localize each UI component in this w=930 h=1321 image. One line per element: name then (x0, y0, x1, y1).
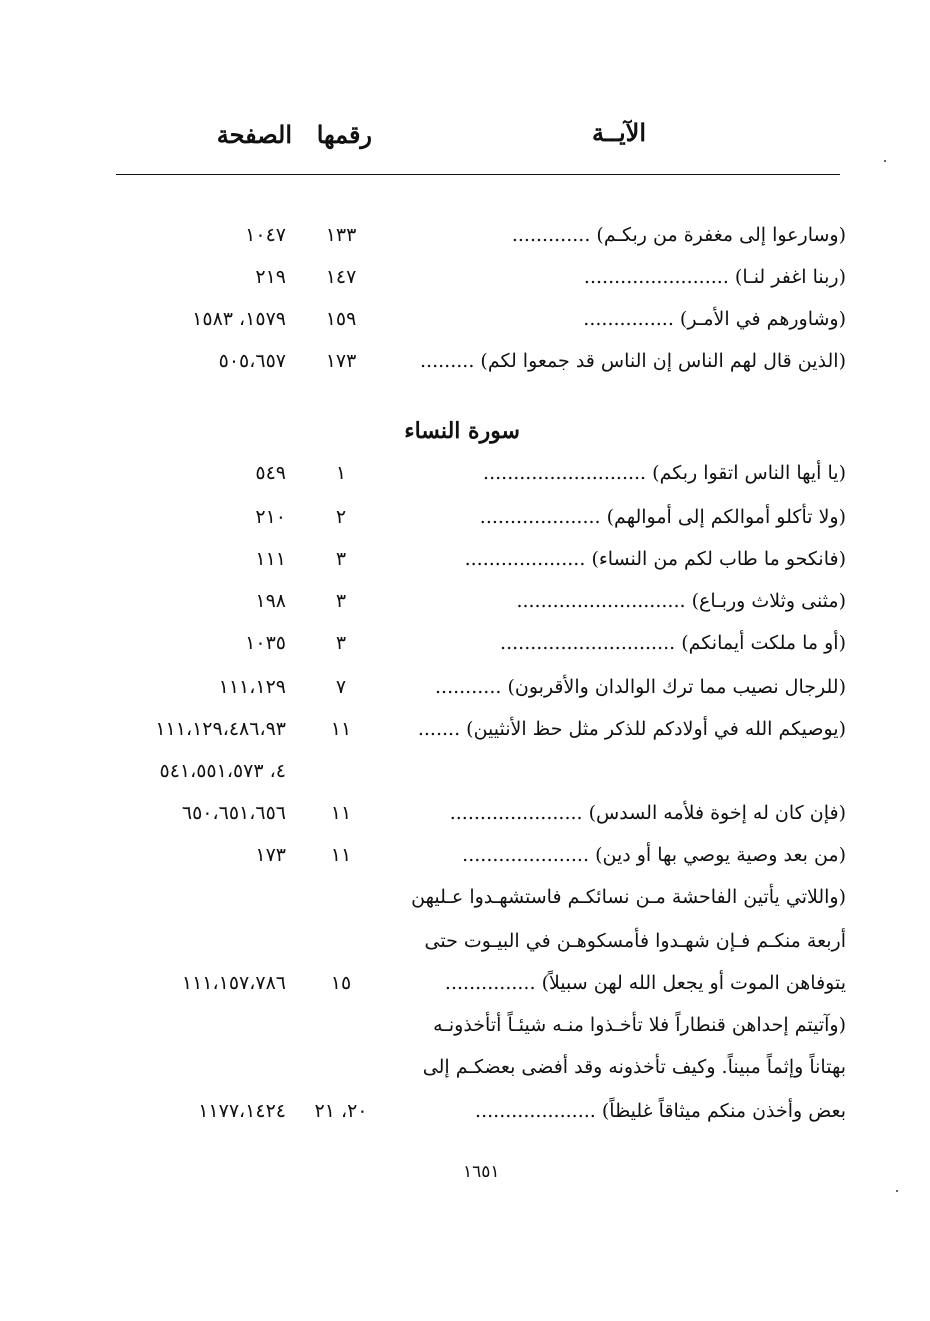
verse-words: بعض وأخذن منكم ميثاقاً غليظاً) (601, 1100, 846, 1122)
page-refs: ١١١ (255, 548, 286, 570)
verse-words: بهتاناً وإثماً مبيناً. وكيف تأخذونه وقد أفضى بعضكـم إلى (422, 1056, 846, 1078)
verse-words: (يوصيكم الله في أولادكم للذكر مثل حظ الأنثيين) (466, 718, 846, 740)
header-verse: الآيــة (592, 118, 646, 147)
verse-text (516, 588, 846, 614)
verse-number: ١٤٧ (325, 266, 357, 288)
leader-dots: ......... (420, 350, 475, 372)
page-refs: ٢١٩ (255, 266, 286, 288)
leader-dots: ............................ (516, 590, 686, 612)
leader-dots: ....... (417, 718, 461, 740)
leader-dots: ...................... (449, 802, 583, 824)
verse-words: (للرجال نصيب مما ترك الوالدان والأقربون) (507, 676, 846, 698)
page-refs: ٢١٠ (255, 506, 286, 528)
verse-words: أربعة منكـم فـإن شهـدوا فأمسكوهـن في البيـوت حتى (424, 930, 846, 952)
verse-text (475, 1098, 846, 1124)
header-page: الصفحة (216, 120, 292, 149)
leader-dots: .................... (475, 1100, 596, 1122)
verse-words: (فانكحو ما طاب لكم من النساء) (591, 548, 846, 570)
verse-text (450, 800, 846, 826)
verse-text (500, 630, 846, 656)
verse-number: ٢ (335, 506, 347, 528)
verse-text (465, 546, 846, 572)
leader-dots: ............... (444, 972, 536, 994)
verse-number: ١١ (330, 844, 352, 866)
verse-words: (مثنى وثلاث وربـاع) (691, 590, 846, 612)
verse-text (462, 842, 846, 868)
verse-number: ٣ (335, 548, 347, 570)
page-refs: ١٧٣ (255, 844, 286, 866)
verse-words: (من بعد وصية يوصي بها أو دين) (595, 844, 846, 866)
verse-words: (الذين قال لهم الناس إن الناس قد جمعوا لكم) (480, 350, 846, 372)
verse-text (512, 222, 846, 248)
verse-words: (ربنا اغفر لنـا) (734, 266, 846, 288)
verse-number: ١ (335, 462, 347, 484)
header-number: رقمها (316, 120, 372, 149)
verse-number: ١٣٣ (325, 224, 357, 246)
verse-words: (فإن كان له إخوة فلأمه السدس) (588, 802, 846, 824)
surah-title: سورة النساء (404, 418, 520, 444)
page-refs: ١١٧٧،١٤٢٤ (198, 1100, 286, 1122)
verse-words: (ولا تأكلو أموالكم إلى أموالهم) (606, 506, 846, 528)
verse-text (418, 716, 846, 742)
leader-dots: ............... (583, 308, 674, 330)
verse-words: (وسارعوا إلى مغفرة من ربكـم) (596, 224, 846, 246)
leader-dots: .................... (464, 548, 586, 570)
leader-dots: ........................ (583, 266, 729, 288)
page-refs: ٦٥٠،٦٥١،٦٥٦ (181, 802, 286, 824)
leader-dots: .................... (479, 506, 601, 528)
verse-number: ١٧٣ (325, 350, 357, 372)
leader-dots: ..................... (462, 844, 590, 866)
verse-text (420, 348, 846, 374)
verse-words: (أو ما ملكت أيمانكم) (681, 632, 846, 654)
verse-number: ١٥٩ (325, 308, 357, 330)
page-refs: ٤، ٥٤١،٥٥١،٥٧٣ (159, 760, 286, 782)
verse-number: ١١ (330, 718, 352, 740)
speck-mark (884, 160, 886, 162)
folio-number: ١٦٥١ (463, 1162, 500, 1182)
page-refs: ١١١،١٥٧،٧٨٦ (181, 972, 286, 994)
page-refs: ١٥٧٩، ١٥٨٣ (192, 308, 286, 330)
verse-text (435, 674, 846, 700)
verse-text (425, 928, 846, 954)
verse-text (411, 884, 846, 910)
verse-words: (يا أيها الناس اتقوا ربكم) (652, 462, 846, 484)
verse-words: (وآتيتم إحداهن قنطاراً فلا تأخـذوا منـه شيئـاً أتأخذونـه (433, 1014, 846, 1036)
page-refs: ٥٠٥،٦٥٧ (218, 350, 286, 372)
verse-words: (وشاورهم في الأمـر) (679, 308, 846, 330)
verse-number: ٢٠، ٢١ (314, 1100, 368, 1122)
page-refs: ١٩٨ (255, 590, 286, 612)
verse-text (445, 970, 846, 996)
leader-dots: ........... (434, 676, 502, 698)
speck-mark (896, 1190, 898, 1192)
verse-number: ١١ (330, 802, 352, 824)
page-refs: ١٠٤٧ (245, 224, 286, 246)
verse-text (584, 264, 846, 290)
leader-dots: ............. (511, 224, 591, 246)
verse-text (433, 1012, 846, 1038)
verse-text (480, 504, 846, 530)
page-refs: ١١١،١٢٩ (218, 676, 286, 698)
leader-dots: ............................. (500, 632, 676, 654)
verse-number: ٣ (335, 590, 347, 612)
verse-words: يتوفاهن الموت أو يجعل الله لهن سبيلاً) (541, 972, 846, 994)
page-refs: ٥٤٩ (255, 462, 286, 484)
verse-text (483, 460, 846, 486)
verse-number: ٣ (335, 632, 347, 654)
verse-text (423, 1054, 846, 1080)
verse-number: ١٥ (330, 972, 352, 994)
verse-number: ٧ (335, 676, 347, 698)
header-rule (116, 174, 840, 175)
verse-words: (واللاتي يأتين الفاحشة مـن نسائكـم فاستشهـدوا عـليهن (411, 886, 846, 908)
page-refs: ١٠٣٥ (245, 632, 286, 654)
verse-text (583, 306, 846, 332)
page-refs: ١١١،١٢٩،٤٨٦،٩٣ (155, 718, 286, 740)
leader-dots: ........................... (483, 462, 647, 484)
